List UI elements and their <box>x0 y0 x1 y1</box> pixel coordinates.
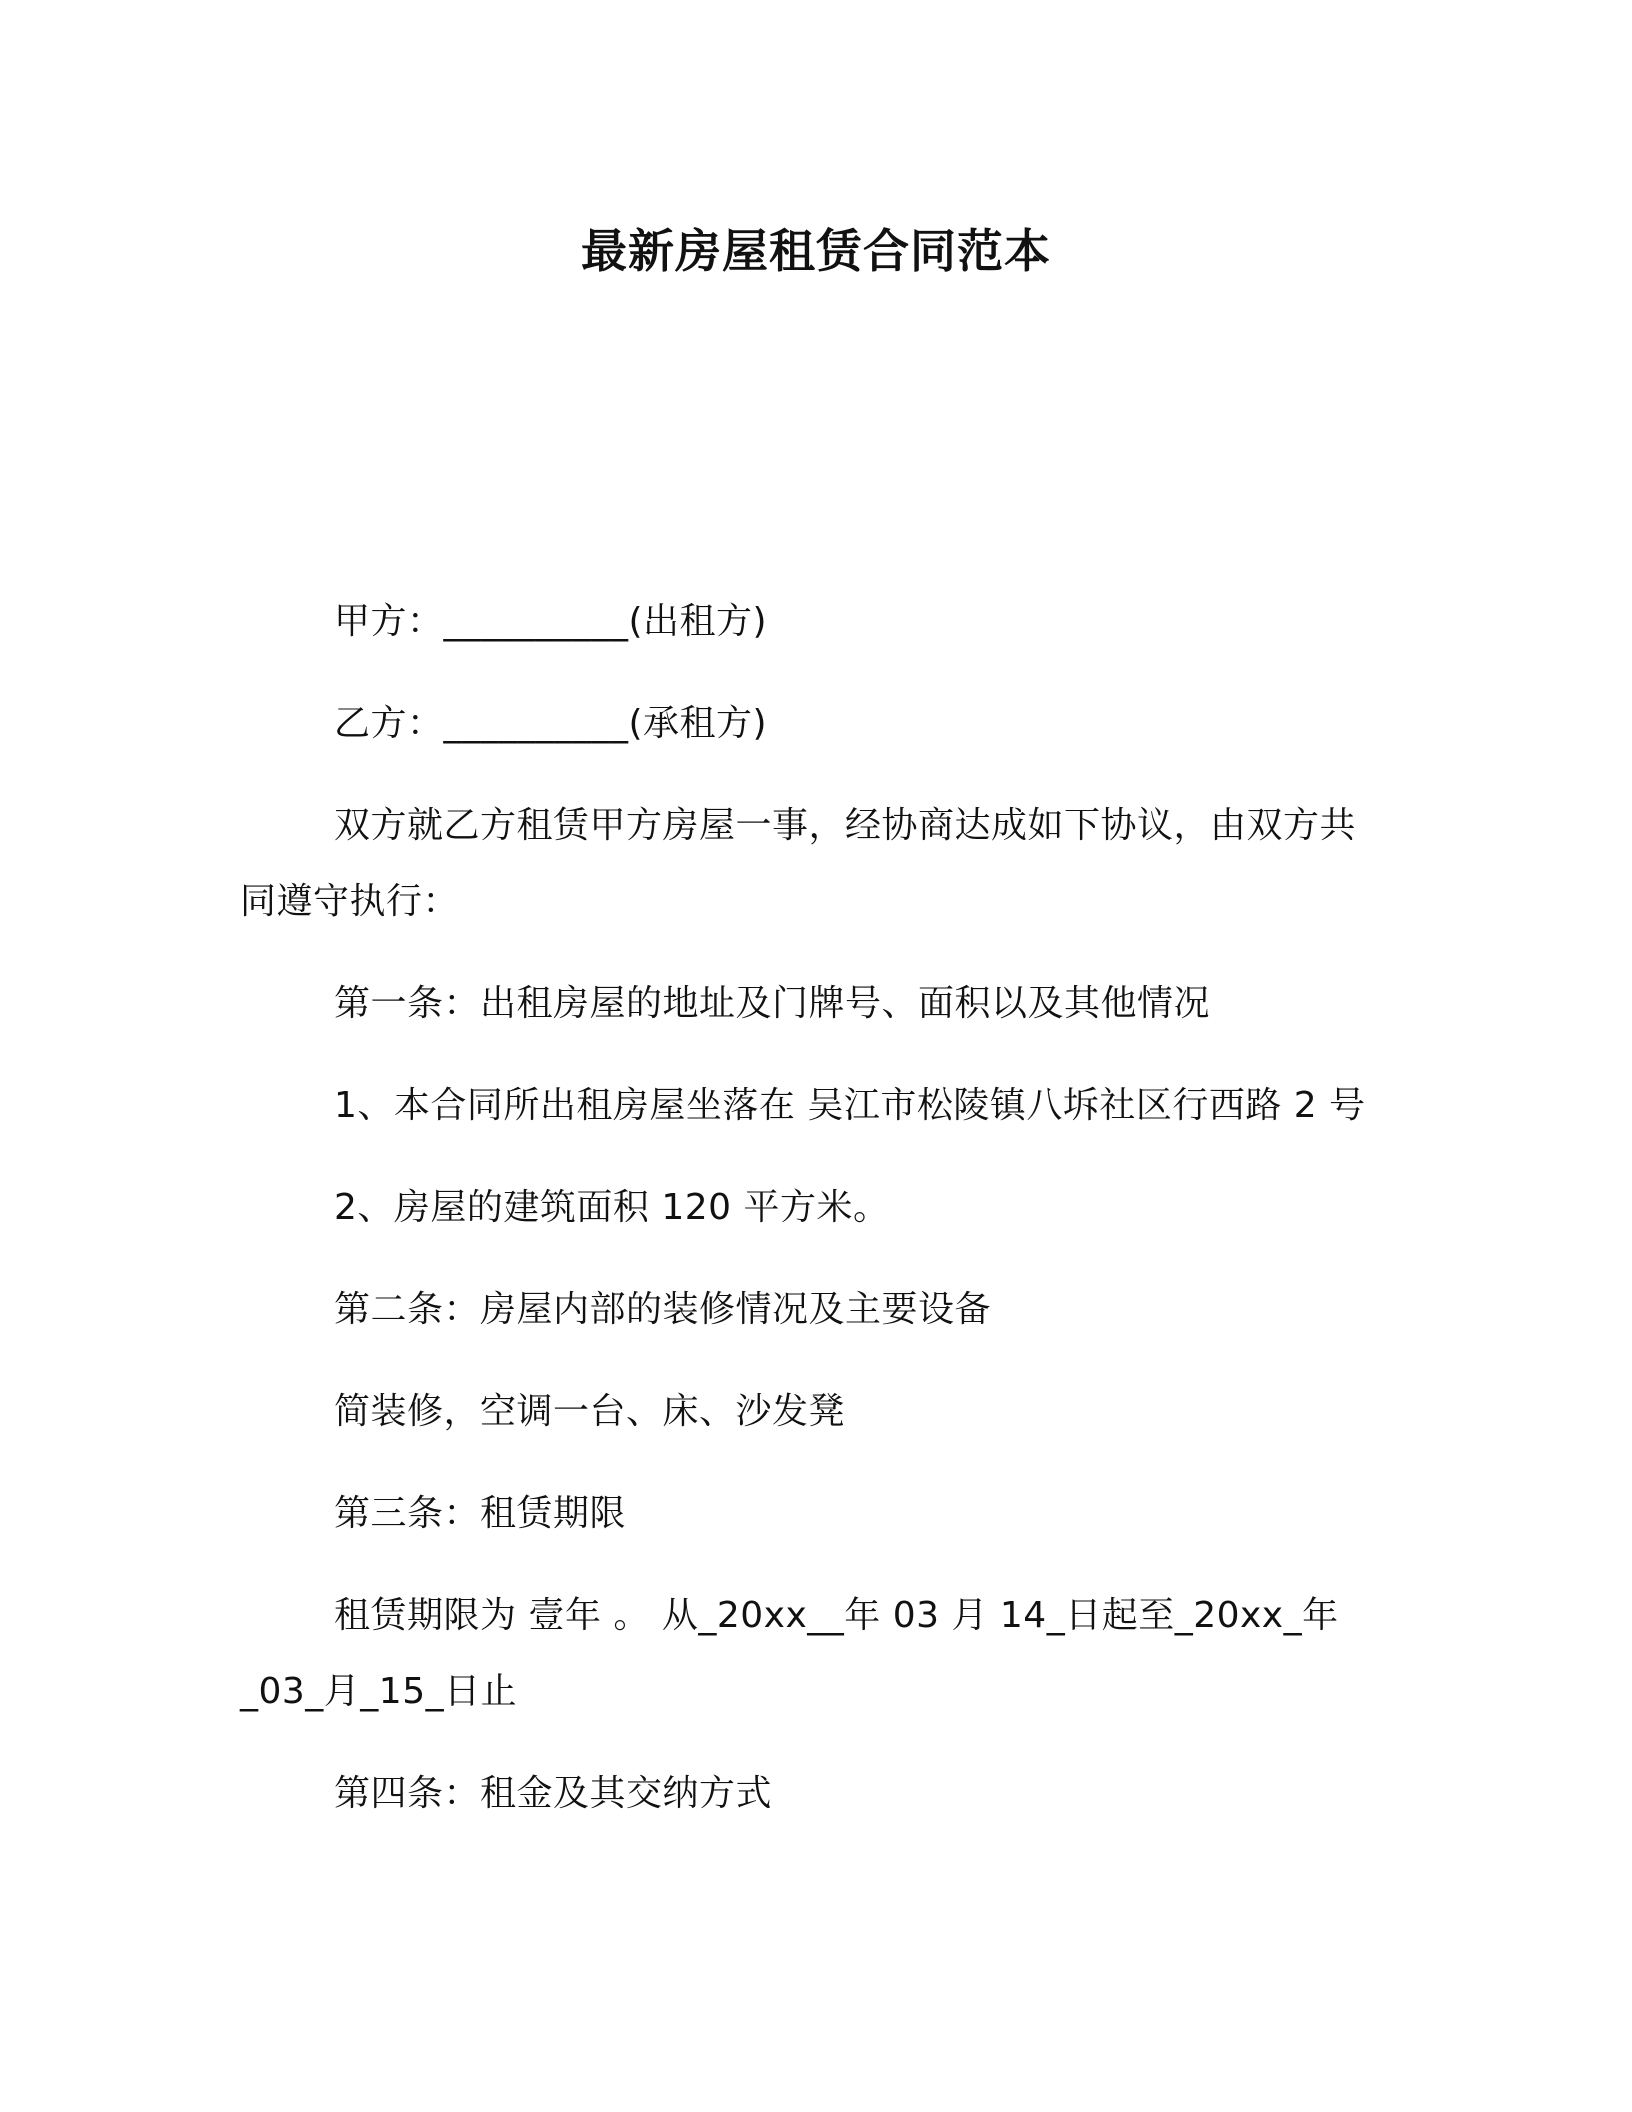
article-1-item-2: 2、房屋的建筑面积 120 平方米。 <box>334 1187 890 1228</box>
article-2-content: 简装修，空调一台、床、沙发凳 <box>334 1391 846 1432</box>
party-b-line: 乙方：__________(承租方) <box>334 703 768 744</box>
article-4-heading: 第四条：租金及其交纳方式 <box>334 1773 773 1814</box>
lease-term-line-1: 租赁期限为 壹年 。 从_20xx__年 03 月 14_日起至_20xx_年 <box>334 1595 1339 1636</box>
lease-term-line-2: _03_月_15_日止 <box>240 1671 518 1712</box>
intro-paragraph-line-1: 双方就乙方租赁甲方房屋一事，经协商达成如下协议，由双方共 <box>334 805 1357 846</box>
article-2-heading: 第二条：房屋内部的装修情况及主要设备 <box>334 1289 992 1330</box>
article-1-item-1: 1、本合同所出租房屋坐落在 吴江市松陵镇八坼社区行西路 2 号 <box>334 1085 1366 1126</box>
document-title: 最新房屋租赁合同范本 <box>581 224 1051 278</box>
article-1-heading: 第一条：出租房屋的地址及门牌号、面积以及其他情况 <box>334 983 1211 1024</box>
party-a-line: 甲方：__________(出租方) <box>334 601 768 642</box>
article-3-heading: 第三条：租赁期限 <box>334 1493 627 1534</box>
intro-paragraph-line-2: 同遵守执行： <box>240 881 460 922</box>
